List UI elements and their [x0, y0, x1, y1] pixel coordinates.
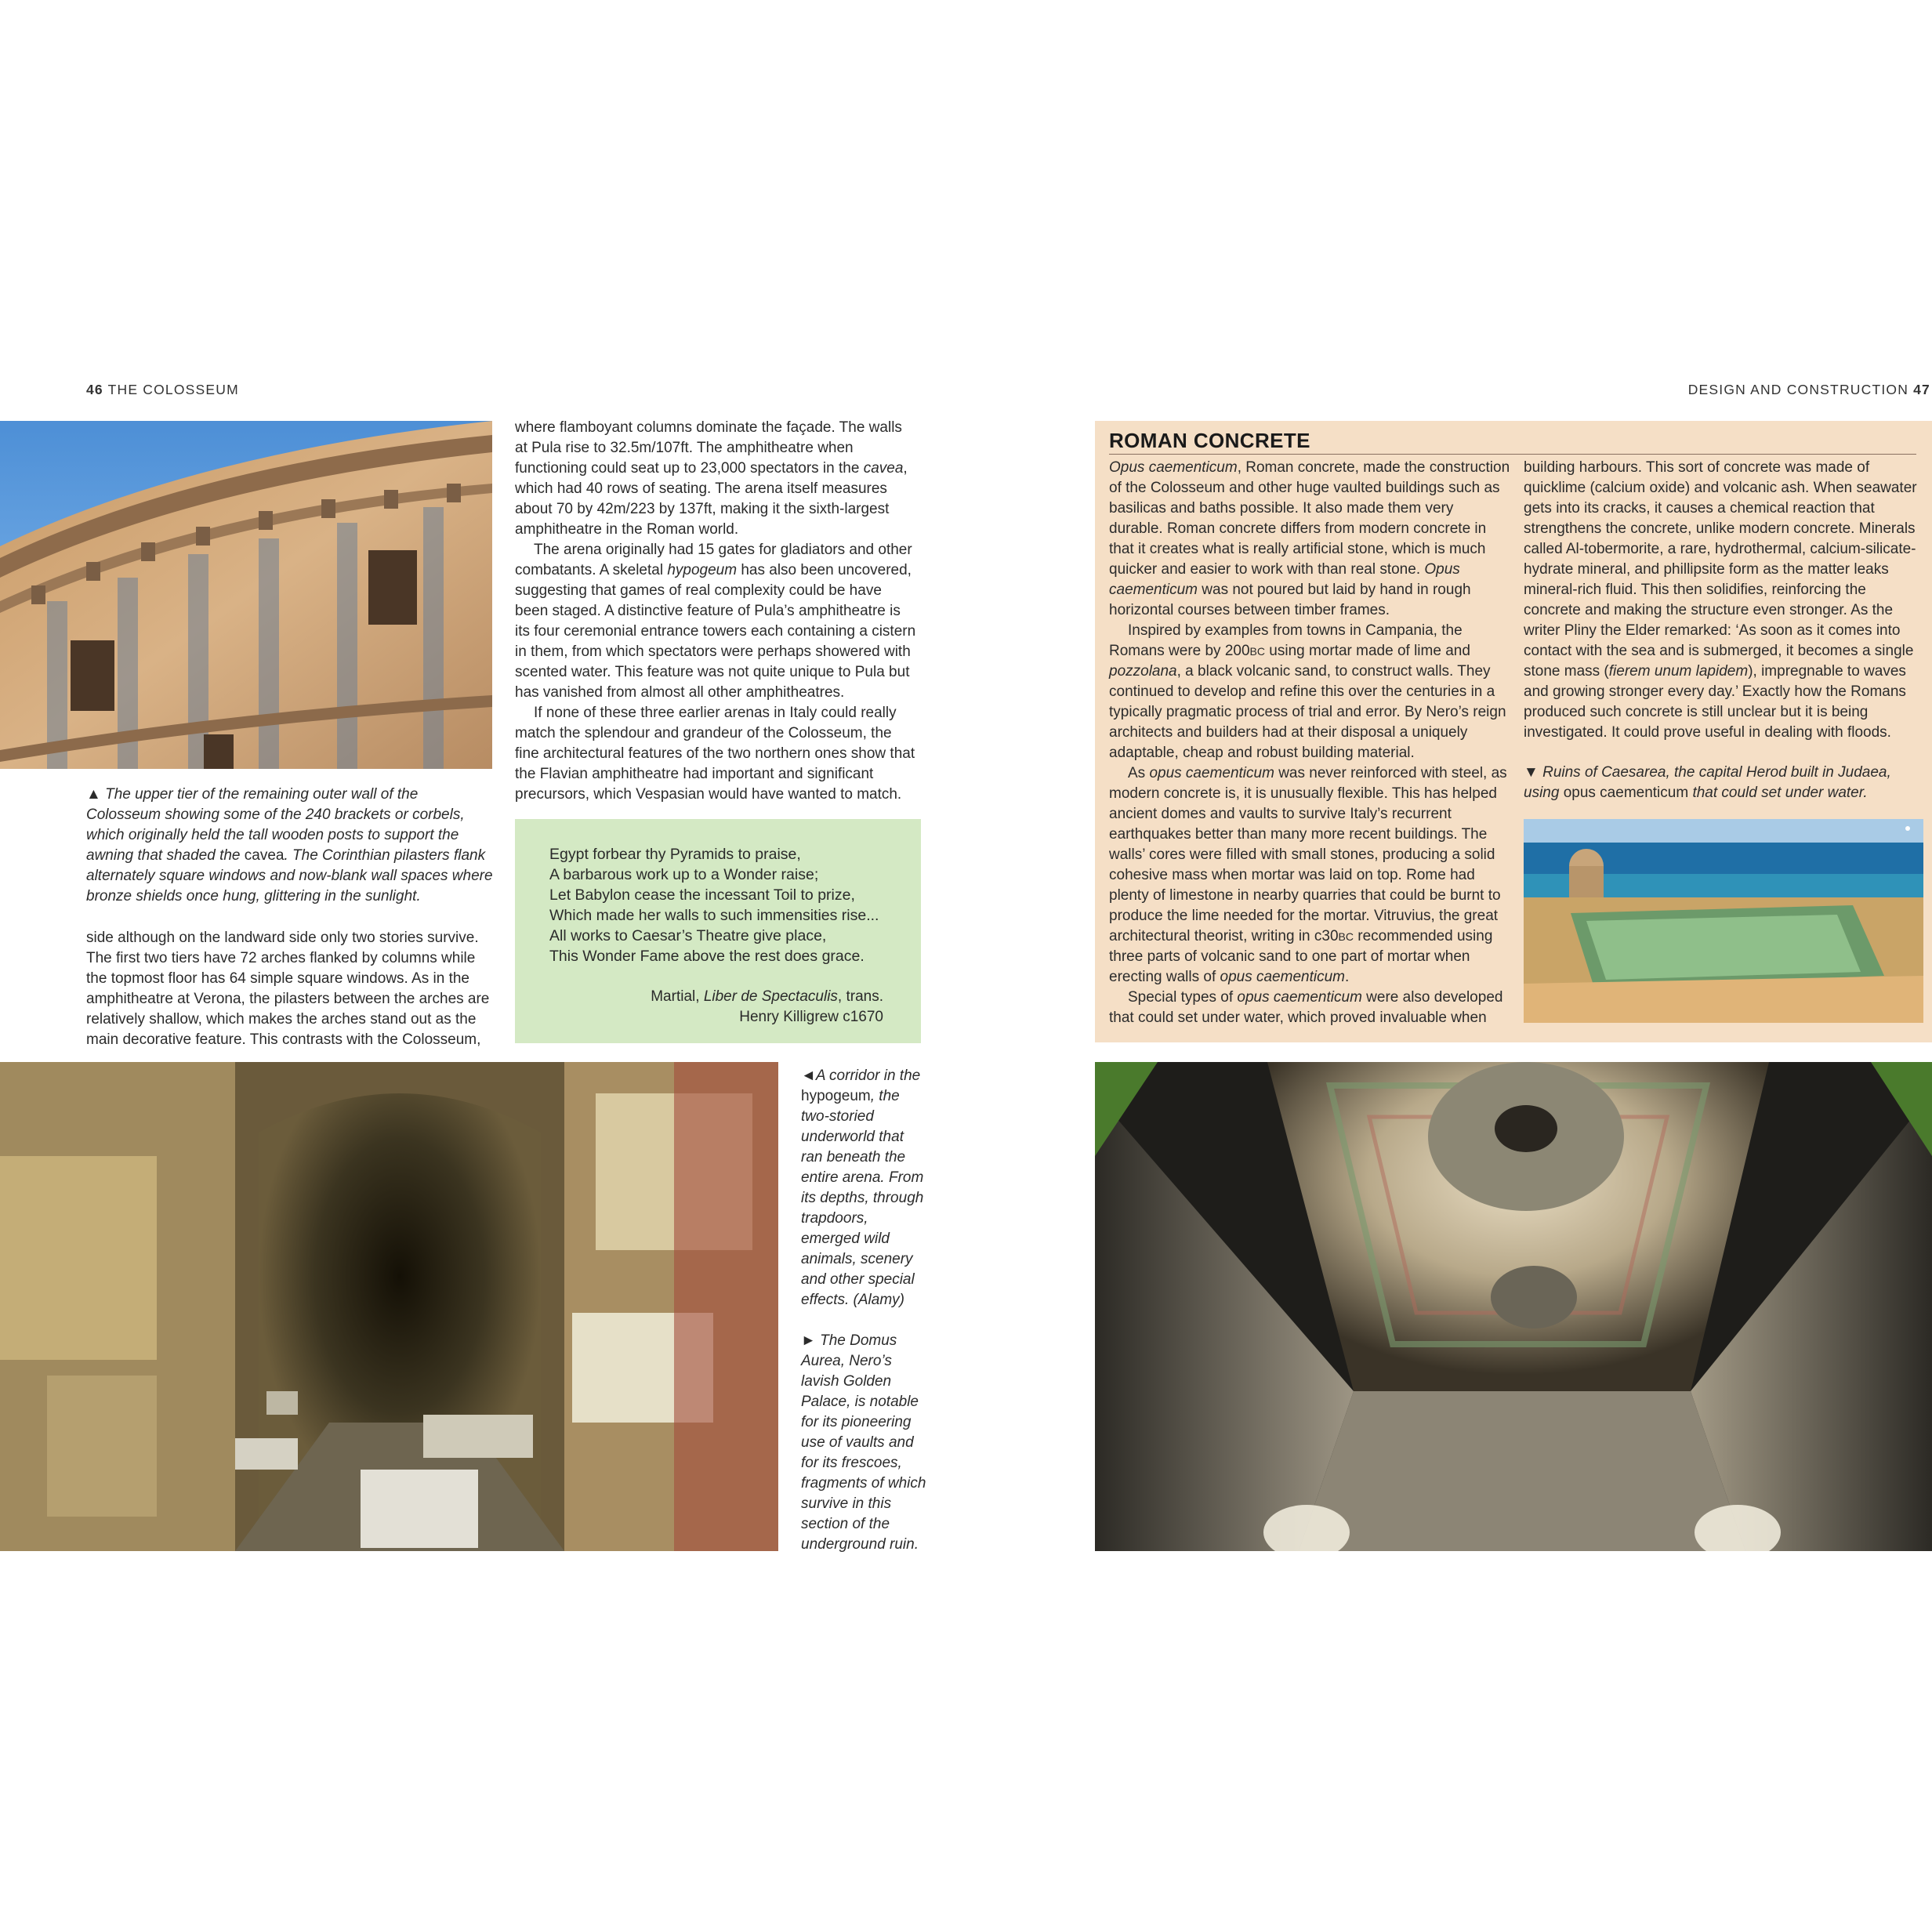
- poem-line: All works to Caesar’s Theatre give place,: [549, 927, 827, 944]
- sidebar-title: ROMAN CONCRETE: [1109, 429, 1310, 452]
- chapter-title: DESIGN AND CONSTRUCTION: [1687, 382, 1909, 397]
- column-2-text: [515, 418, 919, 805]
- poem-line: A barbarous work up to a Wonder raise;: [549, 866, 819, 883]
- poem-credit: Martial, Liber de Spectaculis, trans. Henry Killigrew c1670: [651, 988, 883, 1025]
- paragraph: Inspired by examples from towns in Campania, the Romans were by 200BC using mortar made of lime and pozzolana, a black volcanic sand, to construct walls. They continued to develop and refine this over the centuries in a typically pragmatic process of trial and error. By Nero’s reign architects and builders had at their disposal a uniquely adaptable, cheap and robust building material.: [1109, 622, 1506, 761]
- column-1-text: side although on the landward side only two stories survive. The first two tiers have 72 arches flanked by columns while the topmost floor has 64 simple square windows. As in the amphitheatre at Verona, the pilasters between the arches are relatively shallow, which makes the arches stand out as the main decorative feature. This contrasts with the Colosseum,: [86, 930, 490, 1048]
- paragraph: Special types of opus caementicum were also developed that could set under water, which proved invaluable when: [1109, 989, 1503, 1026]
- hypogeum-corridor-photo: [0, 1062, 778, 1551]
- wall-photo-caption: ▲ The upper tier of the remaining outer wall of the Colosseum showing some of the 240 brackets or corbels, which originally held the tall wooden posts to support the awning that shaded the cavea. The Corinthian pilasters flank alternately square windows and now-blank wall spaces where bronze shields once hung, glittering in the sunlight.: [86, 786, 493, 904]
- paragraph: If none of these three earlier arenas in Italy could really match the splendour and grandeur of the Colosseum, the fine architectural features of the two northern ones show that the Flavian amphitheatre had important and significant precursors, which Vespasian would have wanted to match.: [515, 705, 915, 803]
- page-number-left: 46: [86, 382, 103, 397]
- paragraph: The arena originally had 15 gates for gladiators and other combatants. A skeletal hypogeum has also been uncovered, suggesting that games of real complexity could be have been staged. A distinctive feature of Pula’s amphitheatre is its four ceremonial entrance towers each containing a cistern in them, from which spectators were perhaps showered with scented water. This feature was not quite unique to Pula but has vanished from almost all other amphitheatres.: [515, 542, 916, 701]
- paragraph: As opus caementicum was never reinforced with steel, as modern concrete is, it is unusually flexible. This has helped ancient domes and vaults to survive Italy’s recurrent earthquakes better than many more recent buildings. The walls’ cores were filled with small stones, producing a solid cohesive mass when mortar was laid on top. Rome had plenty of limestone in nearby quarries that could be burnt to produce the lime needed for the mortar. Vitruvius, the great architectural theorist, writing in c30BC recommended using three parts of volcanic sand to one part of mortar when erecting walls of opus caementicum.: [1109, 765, 1507, 985]
- corridor-caption: ◄A corridor in the hypogeum, the two-storied underworld that ran beneath the entire arena. From its depths, through trapdoors, emerged wild animals, scenery and other special effects. (Alamy): [801, 1067, 924, 1308]
- caption-left-marker: ◄: [801, 1067, 816, 1084]
- right-running-head: [1460, 382, 1930, 398]
- poem-lines: [549, 844, 902, 966]
- left-running-head: [86, 382, 239, 398]
- colosseum-wall-photo: [0, 421, 492, 769]
- poem-box: [515, 819, 921, 1043]
- sidebar-title-rule: [1109, 454, 1916, 455]
- sidebar-column-2: [1524, 458, 1919, 743]
- caption-right-marker: ►: [801, 1332, 816, 1349]
- paragraph: building harbours. This sort of concrete was made of quicklime (calcium oxide) and volcanic ash. When seawater gets into its cracks, it causes a chemical reaction that strengthens the concrete, unlike modern concrete. Minerals called Al-tobermorite, a rare, hydrothermal, calcium-silicate-hydrate mineral, and phillipsite form as the matter leaks mineral-rich fluid. This then solidifies, reinforcing the concrete and making the structure even stronger. As the writer Pliny the Elder remarked: ‘As soon as it comes into contact with the sea and is submerged, it becomes a single stone mass (fierem unum lapidem), impregnable to waves and growing stronger every day.’ Exactly how the Romans produced such concrete is still unclear but it is being investigated. It could prove useful in dealing with floods.: [1524, 459, 1917, 741]
- caesarea-caption: ▼ Ruins of Caesarea, the capital Herod built in Judaea, using opus caementicum that could set under water.: [1524, 764, 1891, 801]
- caesarea-ruins-photo: [1524, 819, 1923, 1023]
- poem-line: Which made her walls to such immensities rise...: [549, 907, 879, 924]
- poem-line: Let Babylon cease the incessant Toil to prize,: [549, 886, 855, 904]
- page-number-right: 47: [1913, 382, 1930, 397]
- paragraph: where flamboyant columns dominate the façade. The walls at Pula rise to 32.5m/107ft. The amphitheatre when functioning could seat up to 23,000 spectators in the cavea, which had 40 rows of seating. The arena itself measures about 70 by 42m/223 by 137ft, making it the sixth-largest amphitheatre in the Roman world.: [515, 419, 908, 538]
- poem-line: Egypt forbear thy Pyramids to praise,: [549, 846, 801, 863]
- book-title: THE COLOSSEUM: [107, 382, 239, 397]
- domus-aurea-vault-photo: [1095, 1062, 1932, 1551]
- poem-line: This Wonder Fame above the rest does grace.: [549, 948, 865, 965]
- paragraph: Opus caementicum, Roman concrete, made the construction of the Colosseum and other huge vaulted buildings such as basilicas and baths possible. It also made them very durable. Roman concrete differs from modern concrete in that it creates what is really artificial stone, which is much quicker and easier to work with than real stone. Opus caementicum was not poured but laid by hand in rough horizontal courses between timber frames.: [1109, 459, 1510, 618]
- domus-aurea-caption: ► The Domus Aurea, Nero’s lavish Golden Palace, is notable for its pioneering use of vaults and for its frescoes, fragments of which survive in this section of the underground ruin.: [801, 1332, 926, 1553]
- caption-down-marker: ▼: [1524, 764, 1539, 781]
- roman-concrete-sidebar: [1095, 421, 1932, 1042]
- sidebar-column-1: [1109, 458, 1510, 1028]
- caption-up-marker: ▲: [86, 786, 101, 803]
